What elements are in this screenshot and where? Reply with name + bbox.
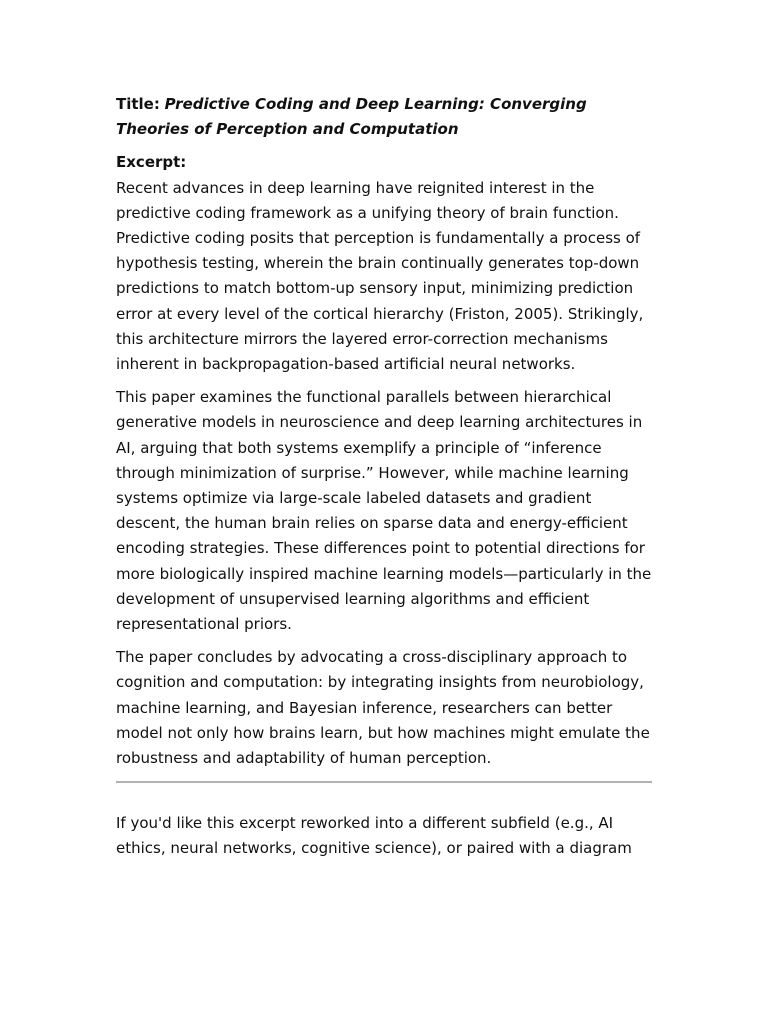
- title-label: Title:: [116, 95, 160, 113]
- title-text: Predictive Coding and Deep Learning: Converging Theories of Perception and Computation: [116, 95, 587, 139]
- excerpt-paragraph-1: Recent advances in deep learning have reignited interest in the predictive coding framework as a unifying theory of brain function. Predictive coding posits that perception is fundamentally a process of hypothesis testing, wherein the brain continually generates top-down predictions to match bottom-up sensory input, minimizing prediction error at every level of the cortical hierarchy (Friston, 2005). Strikingly, this architecture mirrors the layered error-correction mechanisms inherent in backpropagation-based artificial neural networks.: [116, 178, 644, 374]
- document-title: [116, 92, 652, 142]
- excerpt-paragraph-3: The paper concludes by advocating a cross-disciplinary approach to cognition and computation: by integrating insights from neurobiology, machine learning, and Bayesian inference, researchers can better model not only how brains learn, but how machines might emulate the robustness and adaptability of human perception.: [116, 648, 650, 768]
- horizontal-divider: [116, 781, 652, 783]
- excerpt-label: Excerpt:: [116, 153, 187, 172]
- excerpt-paragraph-2: This paper examines the functional parallels between hierarchical generative models in neuroscience and deep learning architectures in AI, arguing that both systems exemplify a principle of “inference through minimization of surprise.” However, while machine learning systems optimize via large-scale labeled datasets and gradient descent, the human brain relies on sparse data and energy-efficient encoding strategies. These differences point to potential directions for more biologically inspired machine learning models—particularly in the development of unsupervised learning algorithms and efficient representational priors.: [116, 388, 652, 634]
- followup-text: If you'd like this excerpt reworked into a different subfield (e.g., AI ethics, neural networks, cognitive science), or paired with a diagram: [116, 814, 632, 858]
- document-page: [116, 92, 652, 862]
